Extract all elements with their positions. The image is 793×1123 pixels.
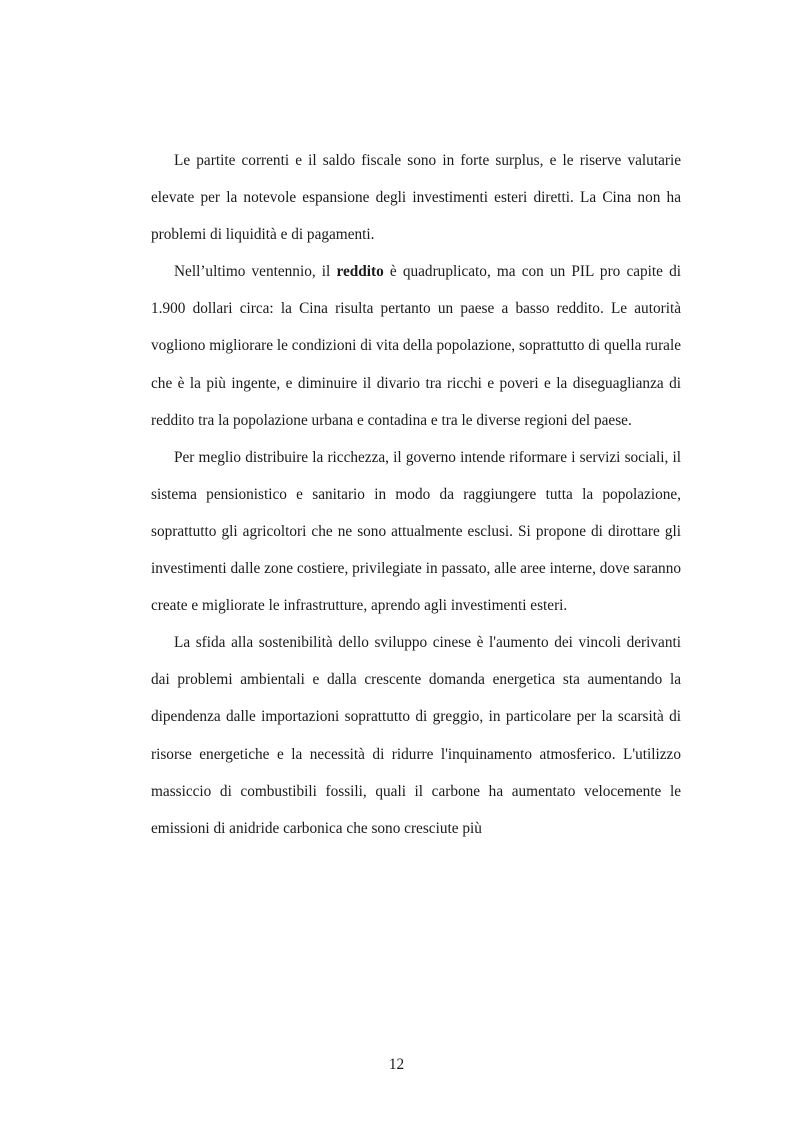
body-text bbox=[151, 142, 681, 847]
page-number: 12 bbox=[388, 1056, 405, 1073]
paragraph-2-text-before: Nell’ultimo ventennio, il bbox=[174, 263, 337, 281]
paragraph-2 bbox=[151, 253, 681, 438]
paragraph-1: Le partite correnti e il saldo fiscale sono in forte surplus, e le riserve valutarie elevate per la notevole espansione degli investimenti esteri diretti. La Cina non ha problemi di liquidità e di pagamenti. bbox=[151, 152, 681, 244]
paragraph-4: La sfida alla sostenibilità dello sviluppo cinese è l'aumento dei vincoli derivanti dai problemi ambientali e dalla crescente domanda energetica sta aumentando la dipendenza dalle importazioni soprattutto di greggio, in particolare per la scarsità di risorse energetiche e la necessità di ridurre l'inquinamento atmosferico. L'utilizzo massiccio di combustibili fossili, quali il carbone ha aumentato velocemente le emissioni di anidride carbonica che sono cresciute più bbox=[151, 634, 681, 837]
bold-term-reddito: reddito bbox=[336, 263, 384, 281]
paragraph-3: Per meglio distribuire la ricchezza, il governo intende riformare i servizi sociali, il sistema pensionistico e sanitario in modo da raggiungere tutta la popolazione, soprattutto gli agricoltori che ne sono attualmente esclusi. Si propone di dirottare gli investimenti dalle zone costiere, privilegiate in passato, alle aree interne, dove saranno create e migliorate le infrastrutture, aprendo agli investimenti esteri. bbox=[151, 448, 681, 615]
paragraph-2-text-after: è quadruplicato, ma con un PIL pro capite di 1.900 dollari circa: la Cina risulta pertanto un paese a basso reddito. Le autorità vogliono migliorare le condizioni di vita della popolazione, soprattutto di quella rurale che è la più ingente, e diminuire il divario tra ricchi e poveri e la diseguaglianza di reddito tra la popolazione urbana e contadina e tra le diverse regioni del paese. bbox=[151, 263, 682, 429]
